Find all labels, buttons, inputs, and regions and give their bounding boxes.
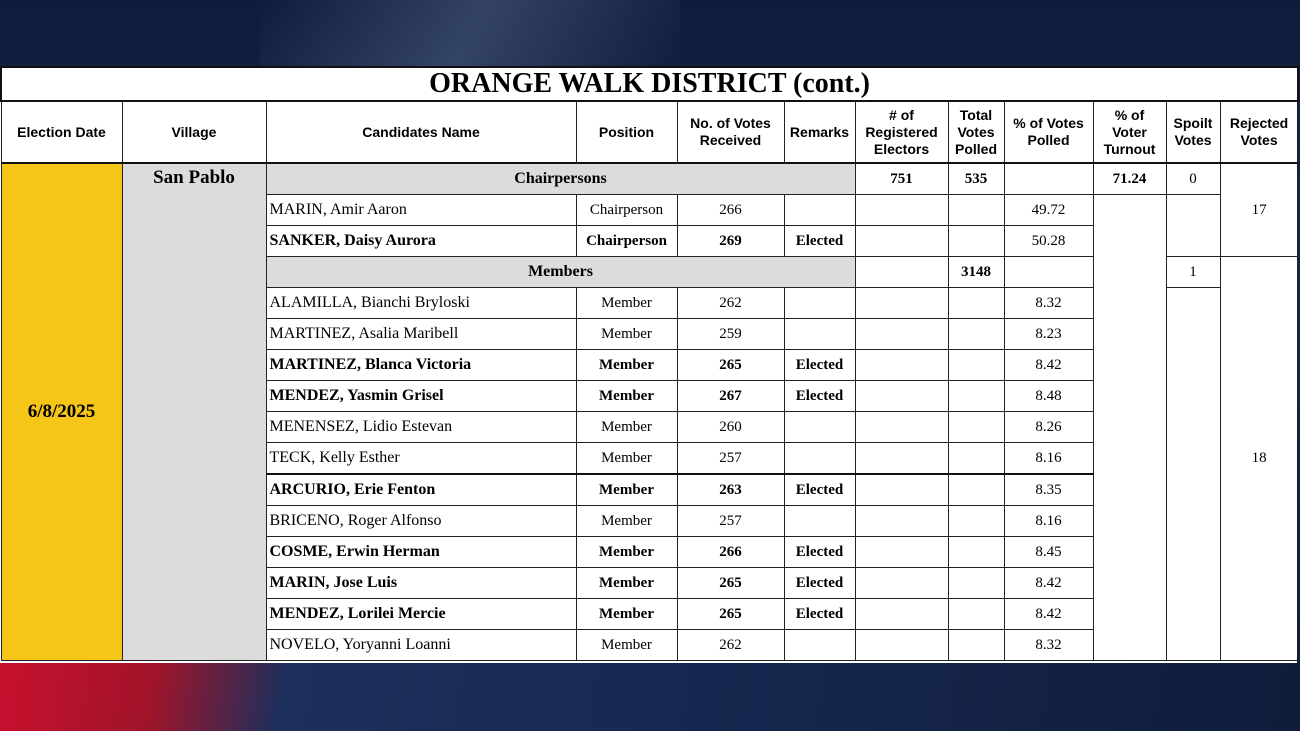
candidate-remarks (784, 443, 855, 475)
registered-empty (855, 288, 948, 319)
candidate-name: MARTINEZ, Asalia Maribell (266, 319, 576, 350)
total-polled-empty (948, 319, 1004, 350)
registered-empty (855, 443, 948, 475)
candidate-votes: 263 (677, 474, 784, 506)
header-remarks: Remarks (784, 101, 855, 163)
members-registered-empty (855, 257, 948, 288)
header-pct-polled: % of Votes Polled (1004, 101, 1093, 163)
candidate-position: Member (576, 381, 677, 412)
total-polled-empty (948, 568, 1004, 599)
header-position: Position (576, 101, 677, 163)
candidate-position: Chairperson (576, 226, 677, 257)
members-total-polled: 3148 (948, 257, 1004, 288)
candidate-position: Chairperson (576, 195, 677, 226)
candidate-votes: 267 (677, 381, 784, 412)
header-village: Village (122, 101, 266, 163)
candidate-pct: 8.42 (1004, 599, 1093, 630)
candidate-position: Member (576, 568, 677, 599)
candidate-name: MENDEZ, Yasmin Grisel (266, 381, 576, 412)
page-title: ORANGE WALK DISTRICT (cont.) (1, 67, 1298, 101)
registered-empty (855, 630, 948, 661)
registered-empty (855, 506, 948, 537)
election-date-cell: 6/8/2025 (1, 163, 122, 661)
results-table (0, 66, 1299, 661)
candidate-remarks: Elected (784, 226, 855, 257)
header-votes: No. of Votes Received (677, 101, 784, 163)
candidate-position: Member (576, 630, 677, 661)
village-cell: San Pablo (122, 163, 266, 661)
candidate-votes: 265 (677, 599, 784, 630)
candidate-votes: 266 (677, 195, 784, 226)
members-section-label: Members (266, 257, 855, 288)
candidate-position: Member (576, 537, 677, 568)
chair-rejected: 17 (1220, 163, 1298, 257)
candidate-remarks: Elected (784, 537, 855, 568)
total-polled-empty (948, 630, 1004, 661)
candidate-position: Member (576, 412, 677, 443)
candidate-remarks: Elected (784, 599, 855, 630)
candidate-name: MENENSEZ, Lidio Estevan (266, 412, 576, 443)
total-polled-empty (948, 412, 1004, 443)
candidate-pct: 8.45 (1004, 537, 1093, 568)
candidate-pct: 8.26 (1004, 412, 1093, 443)
candidate-remarks (784, 412, 855, 443)
candidate-pct: 8.35 (1004, 474, 1093, 506)
total-polled-empty (948, 350, 1004, 381)
total-polled-empty (948, 537, 1004, 568)
total-polled-empty (948, 288, 1004, 319)
title-row (1, 67, 1298, 101)
candidate-pct: 49.72 (1004, 195, 1093, 226)
candidate-remarks (784, 195, 855, 226)
candidate-votes: 259 (677, 319, 784, 350)
results-sheet (0, 66, 1297, 663)
chairpersons-section-row (1, 163, 1298, 195)
spoilt-empty (1166, 288, 1220, 661)
registered-empty (855, 350, 948, 381)
candidate-name: MARIN, Jose Luis (266, 568, 576, 599)
candidate-pct: 8.42 (1004, 350, 1093, 381)
candidate-position: Member (576, 443, 677, 475)
background-highlight (260, 0, 680, 66)
candidate-name: MARTINEZ, Blanca Victoria (266, 350, 576, 381)
total-polled-empty (948, 381, 1004, 412)
candidate-name: TECK, Kelly Esther (266, 443, 576, 475)
total-polled-empty (948, 599, 1004, 630)
candidate-pct: 8.32 (1004, 630, 1093, 661)
candidate-remarks (784, 288, 855, 319)
header-rejected: Rejected Votes (1220, 101, 1298, 163)
candidate-pct: 8.32 (1004, 288, 1093, 319)
chair-pct-empty (1004, 163, 1093, 195)
candidate-pct: 8.16 (1004, 443, 1093, 475)
candidate-position: Member (576, 350, 677, 381)
candidate-remarks: Elected (784, 350, 855, 381)
candidate-remarks: Elected (784, 568, 855, 599)
header-registered: # of Registered Electors (855, 101, 948, 163)
registered-empty (855, 319, 948, 350)
candidate-pct: 8.42 (1004, 568, 1093, 599)
candidate-votes: 260 (677, 412, 784, 443)
candidate-name: MENDEZ, Lorilei Mercie (266, 599, 576, 630)
chairpersons-section-label: Chairpersons (266, 163, 855, 195)
members-rejected: 18 (1220, 257, 1298, 661)
chair-total-polled: 535 (948, 163, 1004, 195)
candidate-pct: 8.48 (1004, 381, 1093, 412)
spoilt-empty (1166, 195, 1220, 257)
total-polled-empty (948, 195, 1004, 226)
registered-empty (855, 599, 948, 630)
candidate-pct: 50.28 (1004, 226, 1093, 257)
candidate-votes: 266 (677, 537, 784, 568)
candidate-name: NOVELO, Yoryanni Loanni (266, 630, 576, 661)
candidate-position: Member (576, 319, 677, 350)
header-turnout: % of Voter Turnout (1093, 101, 1166, 163)
header-candidate: Candidates Name (266, 101, 576, 163)
candidate-name: BRICENO, Roger Alfonso (266, 506, 576, 537)
candidate-votes: 257 (677, 443, 784, 475)
header-row (1, 101, 1298, 163)
registered-empty (855, 195, 948, 226)
registered-empty (855, 226, 948, 257)
candidate-votes: 265 (677, 568, 784, 599)
candidate-remarks (784, 630, 855, 661)
candidate-votes: 262 (677, 630, 784, 661)
total-polled-empty (948, 443, 1004, 475)
candidate-votes: 257 (677, 506, 784, 537)
candidate-position: Member (576, 506, 677, 537)
total-polled-empty (948, 506, 1004, 537)
candidate-votes: 269 (677, 226, 784, 257)
registered-empty (855, 537, 948, 568)
candidate-name: MARIN, Amir Aaron (266, 195, 576, 226)
chair-spoilt: 0 (1166, 163, 1220, 195)
candidate-votes: 265 (677, 350, 784, 381)
candidate-name: SANKER, Daisy Aurora (266, 226, 576, 257)
candidate-name: ARCURIO, Erie Fenton (266, 474, 576, 506)
candidate-remarks: Elected (784, 474, 855, 506)
total-polled-empty (948, 226, 1004, 257)
candidate-votes: 262 (677, 288, 784, 319)
candidate-position: Member (576, 599, 677, 630)
registered-empty (855, 568, 948, 599)
members-pct-empty (1004, 257, 1093, 288)
chair-registered: 751 (855, 163, 948, 195)
chair-turnout: 71.24 (1093, 163, 1166, 195)
candidate-pct: 8.16 (1004, 506, 1093, 537)
header-total-polled: Total Votes Polled (948, 101, 1004, 163)
candidate-remarks (784, 319, 855, 350)
total-polled-empty (948, 474, 1004, 506)
background-flag-streak (0, 661, 1300, 731)
registered-empty (855, 412, 948, 443)
candidate-position: Member (576, 288, 677, 319)
header-election-date: Election Date (1, 101, 122, 163)
candidate-remarks: Elected (784, 381, 855, 412)
candidate-name: ALAMILLA, Bianchi Bryloski (266, 288, 576, 319)
turnout-empty (1093, 195, 1166, 661)
registered-empty (855, 474, 948, 506)
members-spoilt: 1 (1166, 257, 1220, 288)
candidate-position: Member (576, 474, 677, 506)
candidate-name: COSME, Erwin Herman (266, 537, 576, 568)
candidate-pct: 8.23 (1004, 319, 1093, 350)
header-spoilt: Spoilt Votes (1166, 101, 1220, 163)
candidate-remarks (784, 506, 855, 537)
registered-empty (855, 381, 948, 412)
